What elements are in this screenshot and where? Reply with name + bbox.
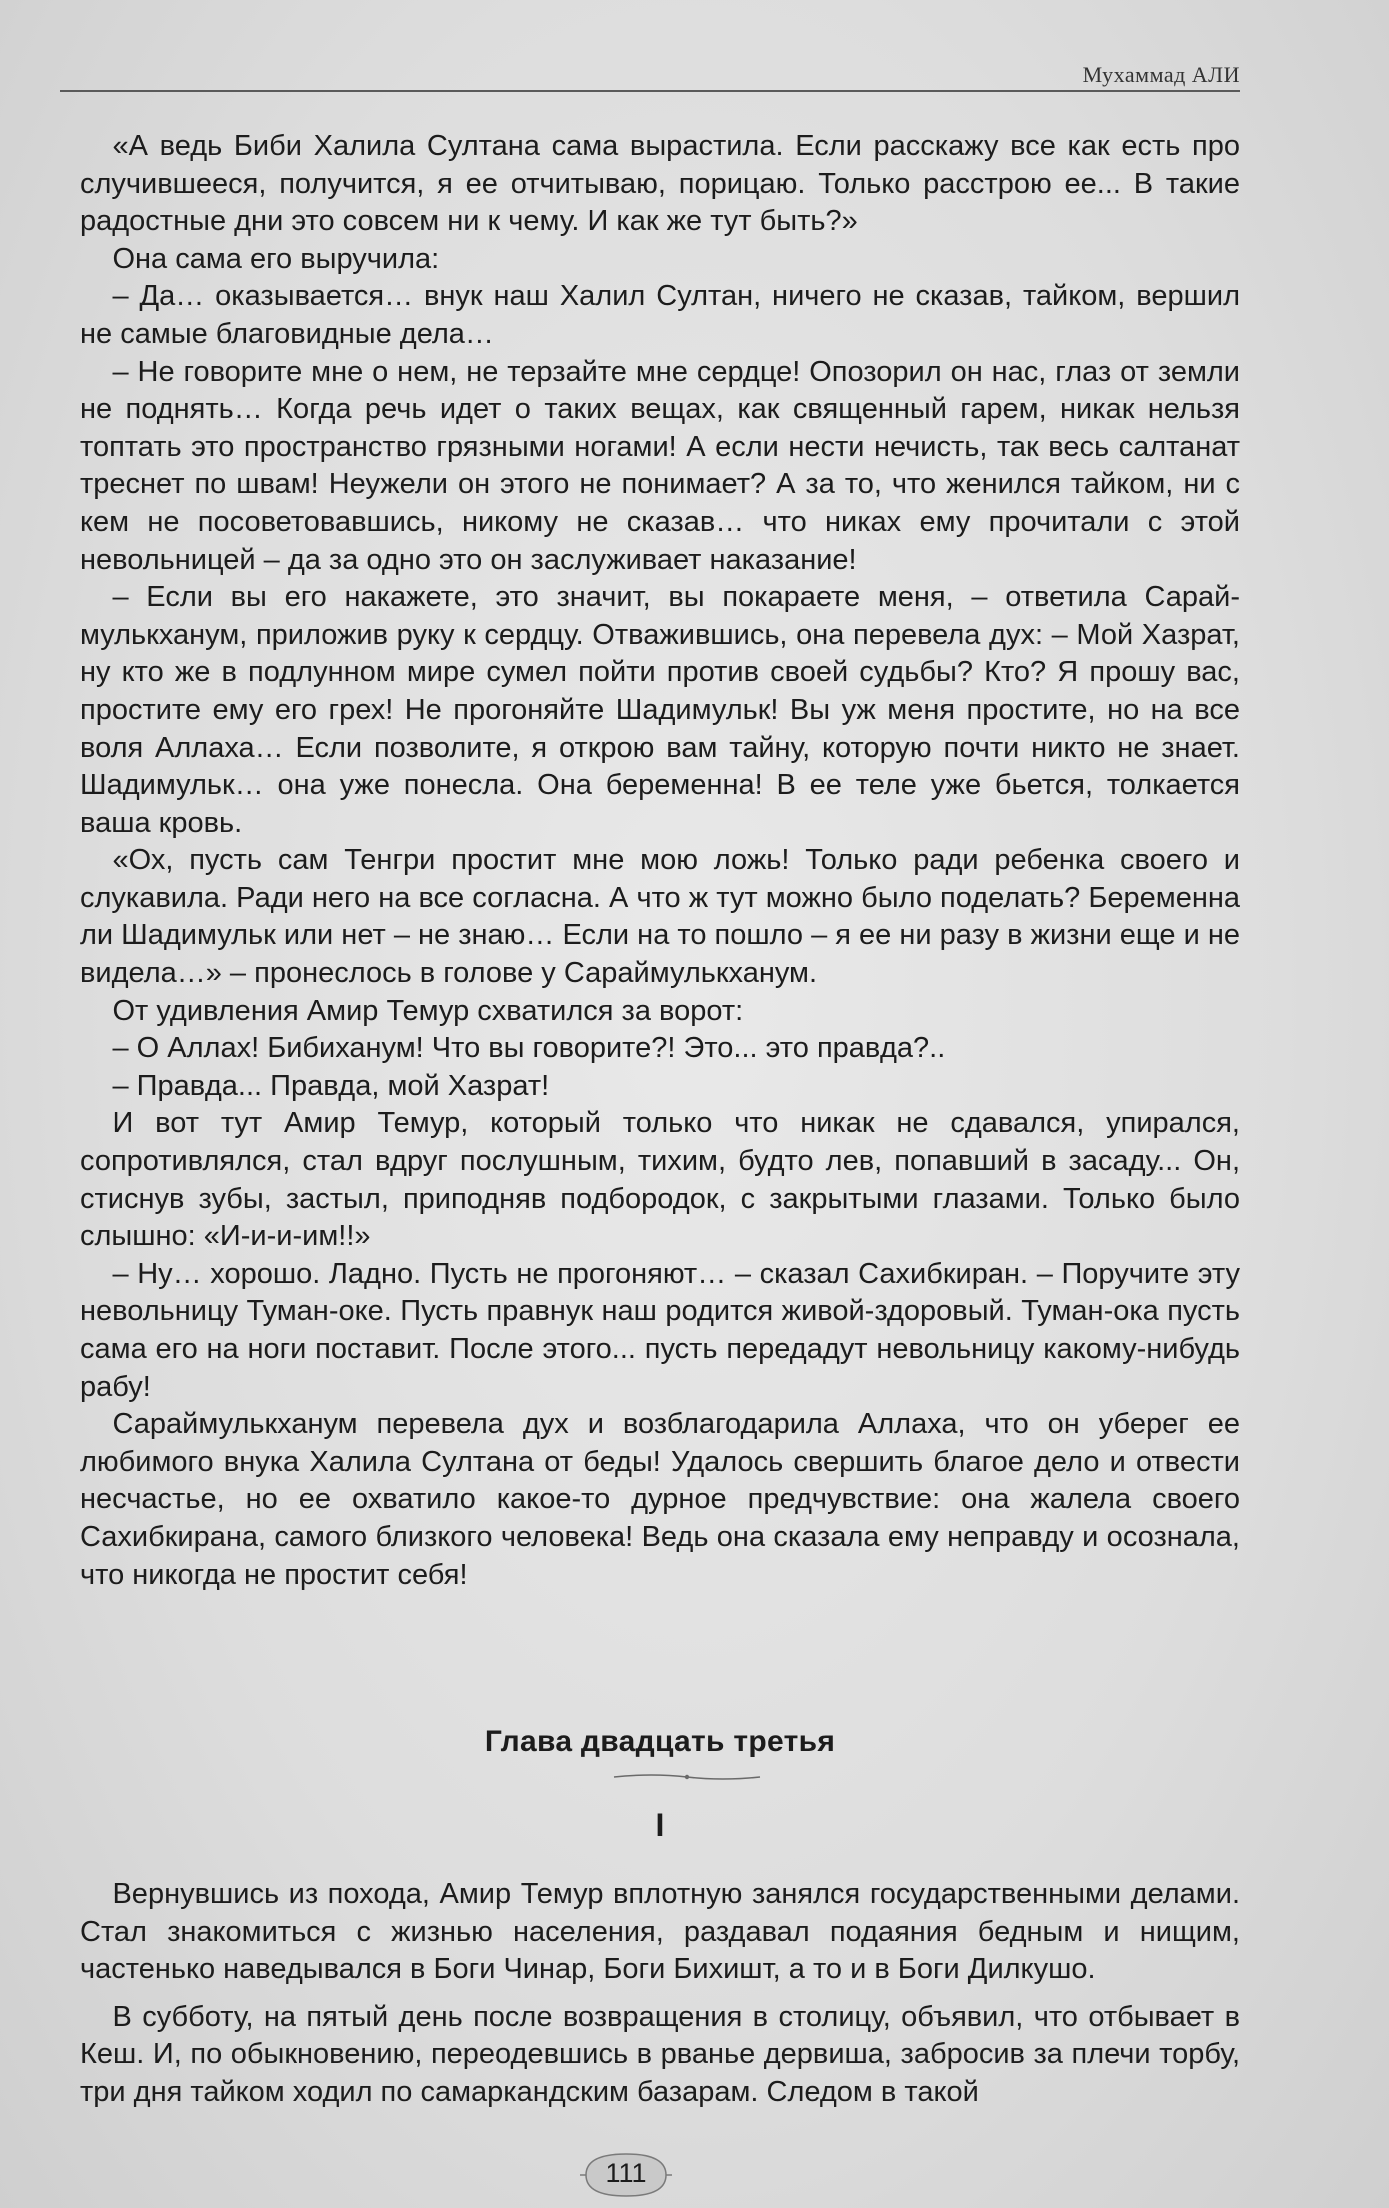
- paragraph: И вот тут Амир Темур, который только что никак не сдавался, упирался, сопротивлялся, стал вдруг послушным, тихим, будто лев, попавший в засаду... Он, стиснув зубы, застыл, приподняв подбородок, с закрытыми глазами. Только было слышно: «И-и-и-им!!»: [80, 1107, 1240, 1253]
- running-header-author: Мухаммад АЛИ: [1082, 62, 1240, 87]
- chapter-title: Глава двадцать третья: [484, 1725, 836, 1758]
- paragraph: Сараймулькханум перевела дух и возблагодарила Аллаха, что он уберег ее любимого внука Халила Султана от беды! Удалось свершить благое дело и отвести несчастье, но ее охватило какое-то дурное предчувствие: она жалела своего Сахибкирана, самого близкого человека! Ведь она сказала ему неправду и осознала, что никогда не простит себя!: [80, 1408, 1240, 1591]
- section-number: I: [655, 1807, 665, 1843]
- page-number: 111: [605, 2158, 647, 2188]
- page-number-badge: [578, 2150, 674, 2200]
- paragraph: – Не говорите мне о нем, не терзайте мне сердце! Опозорил он нас, глаз от земли не поднять… Когда речь идет о таких вещах, как священный гарем, никак нельзя топтать это пространство грязными ногами! А если нести нечисть, так весь салтанат треснет по швам! Неужели он этого не понимает? А за то, что женился тайком, ни с кем не посоветовавшись, никому не сказав… что никах ему прочитали с этой невольницей – да за одно это он заслуживает наказание!: [80, 355, 1240, 576]
- ornament-divider: [612, 1772, 762, 1782]
- paragraph: – Да… оказывается… внук наш Халил Султан, ничего не сказав, тайком, вершил не самые благовидные дела…: [80, 280, 1240, 350]
- running-header: [60, 62, 1240, 92]
- body-text-block-1: [80, 128, 1240, 1602]
- paragraph: «Ох, пусть сам Тенгри простит мне мою ложь! Только ради ребенка своего и слукавила. Ради него на все согласна. А что ж тут можно было поделать? Беременна ли Шадимульк или нет – не знаю… Если на то пошло – я ее ни разу в жизни еще и не видела…» – пронеслось в голове у Сараймулькханум.: [80, 844, 1240, 990]
- paragraph: – Если вы его накажете, это значит, вы покараете меня, – ответила Сараймулькханум, приложив руку к сердцу. Отважившись, она перевела дух: – Мой Хазрат, ну кто же в подлунном мире сумел пойти против своей судьбы? Кто? Я прошу вас, простите ему его грех! Не прогоняйте Шадимульк! Вы уж меня простите, но на все воля Аллаха… Если позволите, я открою вам тайну, которую почти никто не знает. Шадимульк… она уже понесла. Она беременна! В ее теле уже бьется, толкается ваша кровь.: [80, 581, 1240, 839]
- body-text-block-2: [80, 1876, 1240, 2122]
- paragraph: В субботу, на пятый день после возвращения в столицу, объявил, что отбывает в Кеш. И, по обыкновению, переодевшись в рванье дервиша, забросив за плечи торбу, три дня тайком ходил по самаркандским базарам. Следом в такой: [80, 2000, 1240, 2108]
- paragraph: – О Аллах! Бибиханум! Что вы говорите?! Это... это правда?..: [112, 1032, 946, 1065]
- paragraph: Вернувшись из похода, Амир Темур вплотную занялся государственными делами. Стал знакомиться с жизнью населения, раздавал подаяния бедным и нищим, частенько наведывался в Боги Чинар, Боги Бихишт, а то и в Боги Дилкушо.: [80, 1878, 1240, 1986]
- paragraph: – Правда... Правда, мой Хазрат!: [112, 1069, 550, 1102]
- paragraph: Она сама его выручила:: [112, 242, 440, 275]
- paragraph: От удивления Амир Темур схватился за ворот:: [112, 994, 744, 1027]
- paragraph: «А ведь Биби Халила Султана сама вырастила. Если расскажу все как есть про случившееся, получится, я ее отчитываю, порицаю. Только расстрою ее... В такие радостные дни это совсем ни к чему. И как же тут быть?»: [80, 130, 1240, 238]
- paragraph: – Ну… хорошо. Ладно. Пусть не прогоняют… – сказал Сахибкиран. – Поручите эту невольницу Туман-оке. Пусть правнук наш родится живой-здоровый. Туман-ока пусть сама его на ноги поставит. После этого... пусть передадут невольницу какому-нибудь рабу!: [80, 1257, 1240, 1403]
